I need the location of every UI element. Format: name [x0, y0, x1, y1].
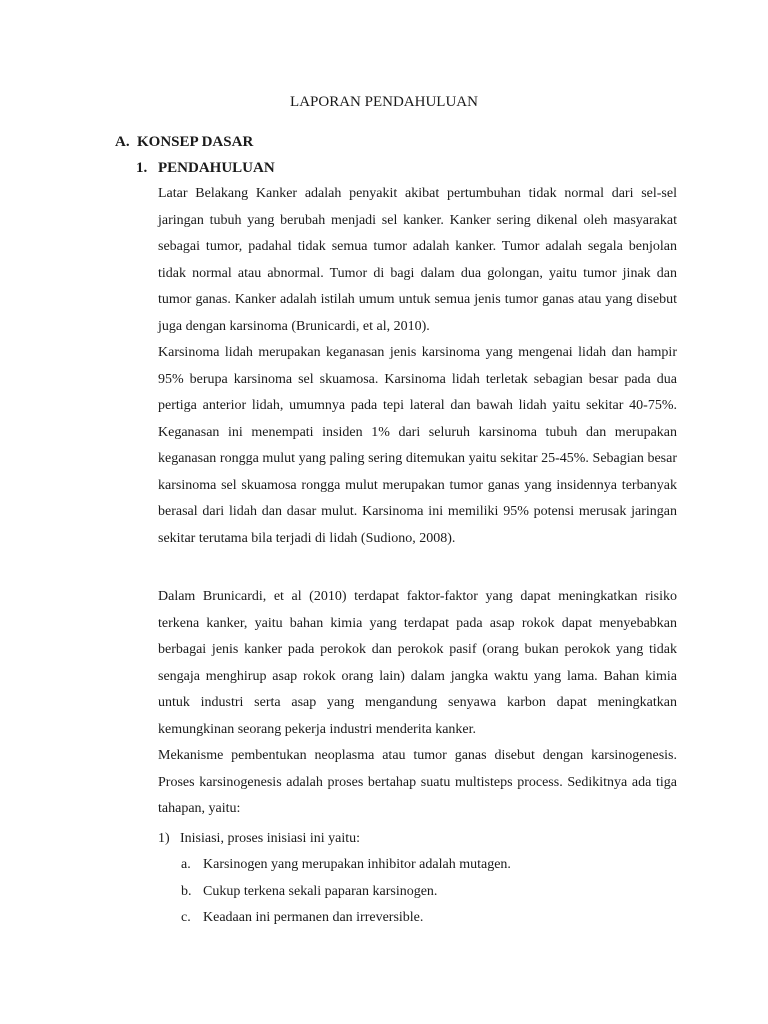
sublist [181, 852, 677, 932]
list-item-text: Inisiasi, proses inisiasi ini yaitu: [180, 831, 361, 846]
sublist-item [181, 852, 677, 879]
subsection-title: PENDAHULUAN [158, 160, 275, 176]
paragraph-carcinogenesis: Mekanisme pembentukan neoplasma atau tumor ganas disebut dengan karsinogenesis. Proses karsinogenesis adalah proses bertahap suatu multisteps process. Sedikitnya ada tiga tahapan, yaitu: [158, 748, 677, 816]
sublist-item [181, 905, 677, 932]
sublist-item [181, 879, 677, 906]
section-title: KONSEP DASAR [137, 134, 254, 150]
sublist-item-text: Keadaan ini permanen dan irreversible. [203, 910, 424, 925]
subsection-number: 1. [136, 160, 148, 176]
subsection-heading [136, 159, 275, 177]
list-item [158, 826, 677, 853]
sublist-item-text: Cukup terkena sekali paparan karsinogen. [203, 883, 438, 899]
sublist-item-text: Karsinogen yang merupakan inhibitor adalah mutagen. [203, 857, 511, 872]
sublist-item-letter: b. [181, 883, 192, 899]
paragraph-background: Latar Belakang Kanker adalah penyakit akibat pertumbuhan tidak normal dari sel-sel jaringan tubuh yang berubah menjadi sel kanker. Kanker sering dikenal oleh masyarakat sebagai tumor, padahal tidak semua tumor adalah kanker. Tumor adalah segala benjolan tidak normal atau abnormal. Tumor di bagi dalam dua golongan, yaitu tumor jinak dan tumor ganas. Kanker adalah istilah umum untuk semua jenis tumor ganas atau yang disebut juga dengan karsinoma (Brunicardi, et al, 2010). [158, 186, 677, 334]
section-heading [115, 133, 253, 151]
list-item-number: 1) [158, 831, 170, 846]
sublist-item-letter: c. [181, 910, 191, 925]
paragraph-risk-factors: Dalam Brunicardi, et al (2010) terdapat faktor-faktor yang dapat meningkatkan risiko terkena kanker, yaitu bahan kimia yang terdapat pada asap rokok dapat menyebabkan berbagai jenis kanker pada perokok dan perokok pasif (orang bukan perokok yang tidak sengaja menghirup asap rokok orang lain) dalam jangka waktu yang lama. Bahan kimia untuk industri serta asap yang mengandung senyawa karbon dapat meningkatkan kemungkinan seorang pekerja industri menderita kanker. [158, 589, 677, 737]
document-title: LAPORAN PENDAHULUAN [290, 94, 478, 110]
sublist-item-letter: a. [181, 857, 191, 872]
section-number: A. [115, 134, 130, 150]
paragraph-tongue-carcinoma: Karsinoma lidah merupakan keganasan jenis karsinoma yang mengenai lidah dan hampir 95% berupa karsinoma sel skuamosa. Karsinoma lidah terletak sebagian besar pada dua pertiga anterior lidah, umumnya pada tepi lateral dan bawah lidah yaitu sekitar 40-75%. Keganasan ini menempati insiden 1% dari seluruh karsinoma tubuh dan merupakan keganasan rongga mulut yang paling sering ditemukan yaitu sekitar 25-45%. Sebagian besar karsinoma sel skuamosa rongga mulut merupakan tumor ganas yang insidennya terbanyak berasal dari lidah dan dasar mulut. Karsinoma ini memiliki 95% potensi merusak jaringan sekitar terutama bila terjadi di lidah (Sudiono, 2008). [158, 345, 677, 546]
